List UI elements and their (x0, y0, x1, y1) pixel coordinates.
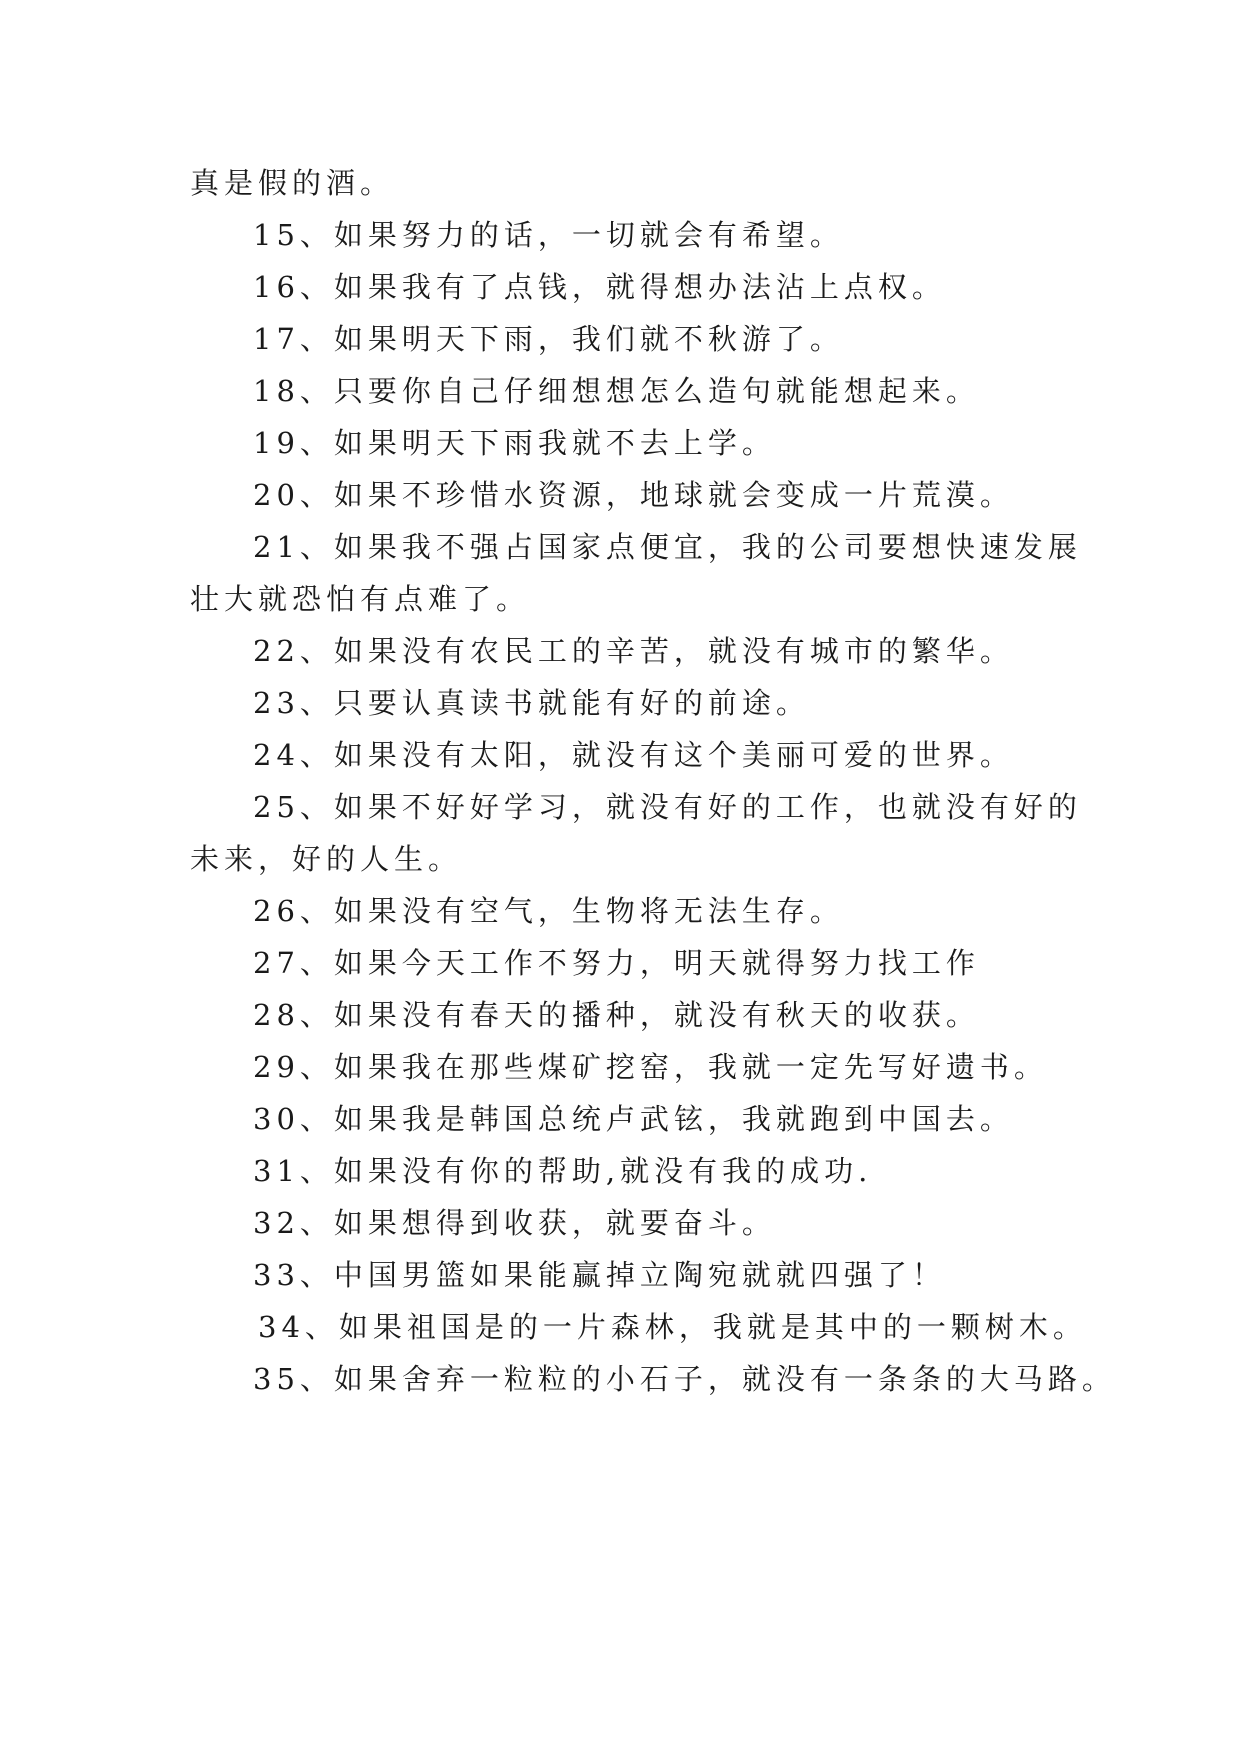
text-line: 15、如果努力的话，一切就会有希望。 (253, 218, 844, 252)
text-line: 20、如果不珍惜水资源，地球就会变成一片荒漠。 (253, 478, 1014, 512)
text-line: 29、如果我在那些煤矿挖窑，我就一定先写好遗书。 (253, 1050, 1048, 1084)
text-line: 未来，好的人生。 (190, 842, 463, 876)
text-line: 34、如果祖国是的一片森林，我就是其中的一颗树木。 (258, 1310, 1087, 1344)
text-line: 17、如果明天下雨，我们就不秋游了。 (253, 322, 844, 356)
text-line: 18、只要你自己仔细想想怎么造句就能想起来。 (253, 374, 980, 408)
text-line: 26、如果没有空气，生物将无法生存。 (253, 894, 844, 928)
text-line: 35、如果舍弃一粒粒的小石子，就没有一条条的大马路。 (253, 1362, 1116, 1396)
text-line: 32、如果想得到收获，就要奋斗。 (253, 1206, 776, 1240)
text-line: 24、如果没有太阳，就没有这个美丽可爱的世界。 (253, 738, 1014, 772)
text-line: 21、如果我不强占国家点便宜，我的公司要想快速发展 (253, 530, 1082, 564)
text-line: 22、如果没有农民工的辛苦，就没有城市的繁华。 (253, 634, 1014, 668)
text-line: 31、如果没有你的帮助,就没有我的成功. (253, 1154, 873, 1188)
text-line: 23、只要认真读书就能有好的前途。 (253, 686, 810, 720)
text-line: 27、如果今天工作不努力，明天就得努力找工作 (253, 946, 980, 980)
text-line: 真是假的酒。 (190, 166, 395, 200)
text-line: 25、如果不好好学习，就没有好的工作，也就没有好的 (253, 790, 1082, 824)
text-line: 28、如果没有春天的播种，就没有秋天的收获。 (253, 998, 980, 1032)
text-line: 壮大就恐怕有点难了。 (190, 582, 531, 616)
text-line: 19、如果明天下雨我就不去上学。 (253, 426, 776, 460)
text-line: 30、如果我是韩国总统卢武铉，我就跑到中国去。 (253, 1102, 1014, 1136)
text-line: 16、如果我有了点钱，就得想办法沾上点权。 (253, 270, 946, 304)
text-line: 33、中国男篮如果能赢掉立陶宛就就四强了！ (253, 1258, 946, 1292)
